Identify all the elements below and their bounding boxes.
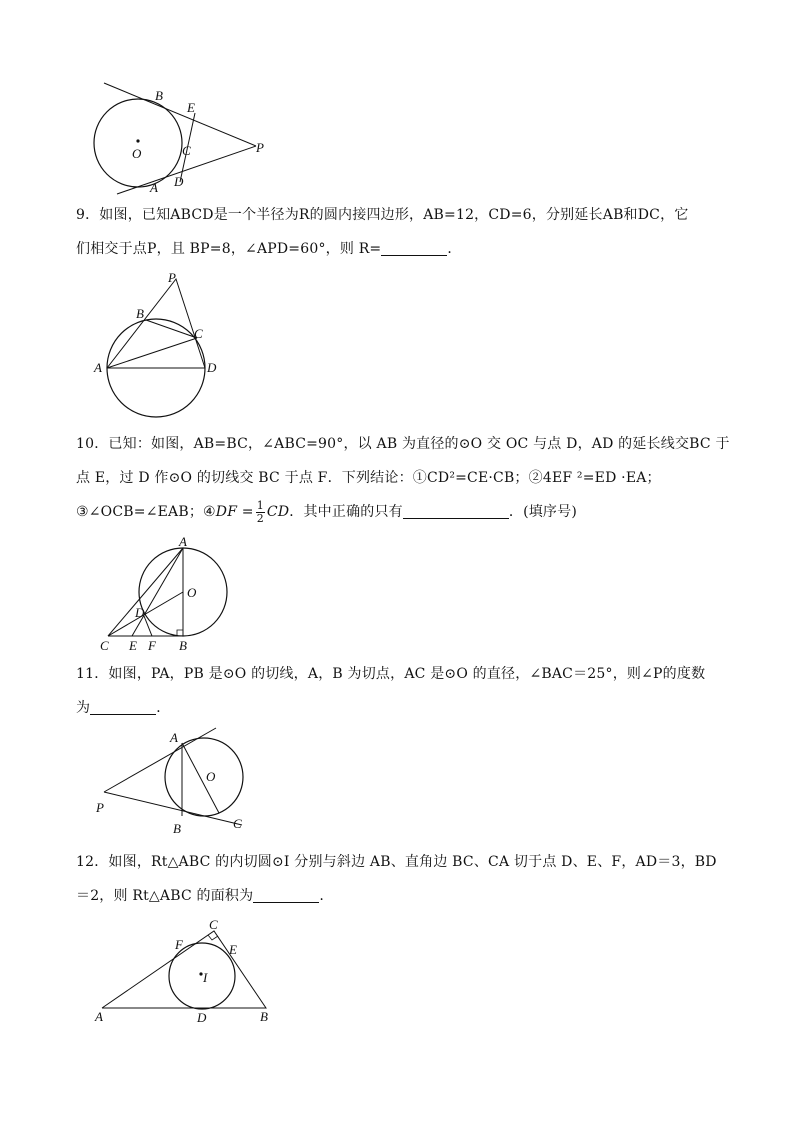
figure-q8 — [90, 80, 280, 200]
figure-q11 — [92, 725, 262, 837]
q12-answer-blank[interactable] — [253, 886, 319, 903]
q12-end: . — [319, 888, 324, 904]
q9-text2: 们相交于点P，且 BP=8，∠APD=60°，则 R= — [76, 241, 382, 257]
label-d: D — [207, 360, 217, 375]
label-c: C — [100, 638, 109, 653]
q12-text2: ＝2，则 Rt△ABC 的面积为 — [76, 888, 254, 904]
segment-ca — [108, 548, 183, 636]
figure-q8-svg — [90, 80, 280, 200]
q12-line1 — [76, 845, 726, 879]
q9-end: ． — [447, 241, 462, 257]
question-9 — [76, 198, 726, 266]
q12-text1: ．如图，Rt△ABC 的内切圆⊙I 分别与斜边 AB、直角边 BC、CA 切于点 D、E、F，AD＝3，BD — [94, 854, 717, 870]
q9-answer-blank[interactable] — [381, 239, 447, 256]
label-p: P — [96, 800, 104, 815]
q10-line3 — [76, 495, 726, 529]
label-p: P — [168, 270, 176, 285]
q10-frac-den: 2 — [256, 511, 264, 525]
label-o: O — [187, 585, 197, 600]
segment-co — [108, 592, 183, 636]
q10-frac-lhs: DF = — [215, 504, 254, 520]
question-11 — [76, 657, 726, 725]
figure-q12-svg — [90, 916, 280, 1026]
label-a: A — [150, 180, 158, 195]
label-f: F — [148, 638, 156, 653]
q11-text1: ．如图，PA，PB 是⊙O 的切线，A，B 为切点，AC 是⊙O 的直径，∠BAC＝25°，则∠P的度数 — [94, 666, 706, 682]
label-i: I — [203, 970, 208, 985]
question-10 — [76, 427, 730, 529]
label-b: B — [173, 821, 181, 836]
incircle-i — [169, 943, 235, 1009]
q11-end: ． — [156, 700, 171, 716]
label-e: E — [187, 100, 195, 115]
q10-line2 — [76, 461, 726, 495]
label-c: C — [209, 917, 218, 932]
q12-line2 — [76, 879, 726, 913]
triangle-abc — [102, 931, 266, 1008]
label-a: A — [95, 1009, 103, 1024]
figure-q9 — [90, 268, 240, 428]
label-c: C — [182, 143, 191, 158]
q10-answer-blank[interactable] — [403, 502, 509, 519]
tangent-upper — [104, 83, 256, 146]
label-c: C — [233, 816, 242, 831]
label-o: O — [132, 146, 142, 161]
center-dot — [136, 139, 139, 142]
q11-line2 — [76, 691, 726, 725]
figure-q10-svg — [95, 535, 235, 655]
q11-number: 11 — [76, 666, 95, 682]
label-o: O — [206, 769, 216, 784]
q9-text1: ．如图，已知ABCD是一个半径为R的圆内接四边形，AB=12，CD=6，分别延长AB和DC，它 — [85, 207, 689, 223]
q10-fraction — [256, 500, 265, 525]
q10-text1: ．已知：如图，AB=BC，∠ABC=90°，以 AB 为直径的⊙O 交 OC 与点 D，AD 的延长线交BC 于 — [94, 436, 730, 452]
q12-number: 12 — [76, 854, 95, 870]
label-e: E — [129, 638, 137, 653]
q10-text3c: ．(填序号) — [508, 504, 577, 520]
label-b: B — [179, 638, 187, 653]
circle-q11 — [165, 738, 243, 816]
label-f: F — [175, 937, 183, 952]
label-b: B — [260, 1009, 268, 1024]
segment-ac — [107, 338, 197, 368]
figure-q12 — [90, 916, 280, 1026]
q10-frac-rhs: CD — [266, 504, 290, 520]
label-e: E — [229, 942, 237, 957]
right-angle-c — [208, 935, 218, 940]
q10-text3a: ③∠OCB=∠EAB；④ — [76, 504, 216, 520]
label-d: D — [197, 1010, 207, 1025]
q9-number: 9 — [76, 207, 86, 223]
q11-text2: 为 — [76, 700, 91, 716]
segment-ae — [132, 548, 183, 636]
q10-number: 10 — [76, 436, 95, 452]
q11-line1 — [76, 657, 726, 691]
q10-text2: 点 E，过 D 作⊙O 的切线交 BC 于点 F．下列结论：①CD²=CE·CB；②4EF ²=ED ·EA； — [76, 470, 661, 486]
q10-line1 — [76, 427, 730, 461]
figure-q11-svg — [92, 725, 262, 837]
label-d: D — [135, 605, 145, 620]
label-a: A — [170, 730, 178, 745]
label-b: B — [155, 88, 163, 103]
q9-line2 — [76, 232, 726, 266]
label-c: C — [194, 326, 203, 341]
label-p: P — [256, 140, 264, 155]
q11-answer-blank[interactable] — [90, 698, 156, 715]
figure-q9-svg — [90, 268, 240, 428]
segment-bc — [146, 320, 197, 338]
label-d: D — [174, 174, 184, 189]
circle-o — [94, 99, 182, 187]
label-b: B — [136, 306, 144, 321]
figure-q10 — [95, 535, 235, 655]
question-12 — [76, 845, 726, 913]
q10-frac-num: 1 — [256, 498, 264, 512]
tangent-pa — [104, 728, 216, 792]
label-a: A — [94, 360, 102, 375]
q9-line1 — [76, 198, 726, 232]
label-a: A — [179, 534, 187, 549]
q10-text3b: ．其中正确的只有 — [289, 504, 403, 520]
